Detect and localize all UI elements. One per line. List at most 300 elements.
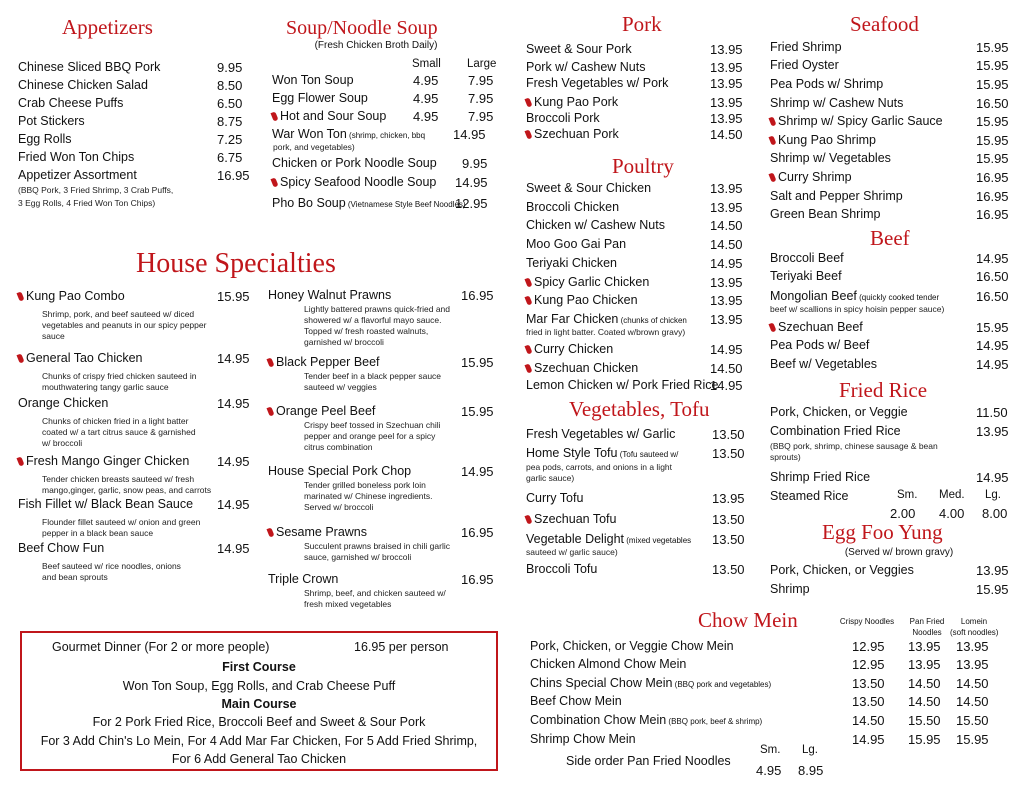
menu-item-description: pepper in a black bean sauce [42,528,154,538]
menu-item-label: Pork, Chicken, or Veggie [770,405,908,419]
menu-item-label: Chinese Chicken Salad [18,78,148,92]
menu-item-price: 14.50 [710,237,743,252]
menu-item-price: 14.95 [710,378,743,393]
menu-item-name [18,289,125,304]
chili-pepper-icon [266,527,274,537]
menu-item-label: Szechuan Beef [778,320,863,334]
menu-item-price-lomein: 13.95 [956,639,989,654]
menu-item-description: beef w/ scallions in spicy hoisin pepper sauce) [770,304,945,314]
egg-foo-yung-subtitle: (Served w/ brown gravy) [844,547,954,558]
menu-item-label: Fried Shrimp [770,40,842,54]
menu-item-price-small: 4.95 [413,73,439,88]
menu-item-price: 13.95 [712,491,745,506]
menu-item-note: (Vietnamese Style Beef Noodles) [345,200,466,209]
menu-item-label: Spicy Seafood Noodle Soup [280,175,437,189]
menu-item-name [268,288,391,303]
menu-item-label: Fresh Mango Ginger Chicken [26,454,190,468]
menu-item-price: 12.95 [455,196,488,211]
menu-item-name [526,427,675,442]
menu-item-label: Broccoli Chicken [526,200,620,214]
menu-item-price: 13.95 [976,424,1009,439]
menu-item-label: Szechuan Pork [534,127,619,141]
menu-item-price: 14.95 [976,470,1009,485]
gourmet-main-line-3: For 6 Add General Tao Chicken [171,752,347,766]
menu-item-price: 13.95 [710,181,743,196]
menu-item-name [770,357,877,372]
menu-item-name [770,58,839,73]
menu-item-label: Shrimp Chow Mein [530,732,636,746]
menu-item-price-panfried: 14.50 [908,694,941,709]
menu-item-price: 14.50 [710,218,743,233]
menu-item-label: Vegetable Delight [526,532,624,546]
menu-item-note: (Tofu sauteed w/ [617,450,679,459]
menu-item-label: Chinese Sliced BBQ Pork [18,60,161,74]
menu-item-price: 15.95 [976,77,1009,92]
menu-item-description: Flounder fillet sauteed w/ onion and green [42,517,201,527]
menu-item-name [268,404,375,419]
menu-item-price: 14.95 [455,175,488,190]
chili-pepper-icon [524,97,532,107]
menu-item-price: 13.95 [976,563,1009,578]
menu-item-name [526,293,638,308]
menu-item-price: 16.95 [976,189,1009,204]
menu-item-description: Served w/ broccoli [304,502,374,512]
menu-item-label: Pork, Chicken, or Veggies [770,563,914,577]
menu-item-price: 13.50 [712,562,745,577]
fried-rice-title: Fried Rice [839,378,928,402]
menu-item-description: sauce, garnished w/ broccoli [304,552,412,562]
menu-item-description: Shrimp, pork, and beef sauteed w/ diced [42,309,195,319]
menu-item-label: Shrimp w/ Cashew Nuts [770,96,904,110]
menu-item-label: Shrimp Fried Rice [770,470,871,484]
menu-item-price: 15.95 [217,289,250,304]
chili-pepper-icon [16,456,24,466]
chili-pepper-icon [266,406,274,416]
menu-item-label: Honey Walnut Prawns [268,288,392,302]
menu-item-name [526,491,583,506]
menu-item-price: 13.50 [712,446,745,461]
menu-item-price: 14.95 [217,497,250,512]
menu-item-description: Crispy beef tossed in Szechuan chili [304,420,441,430]
house-title: House Specialties [136,248,336,279]
menu-item-label: Shrimp w/ Spicy Garlic Sauce [778,114,943,128]
menu-item-name [526,111,600,126]
menu-item-name [18,351,143,366]
menu-item-name [770,207,880,222]
menu-item-price: 15.95 [976,58,1009,73]
menu-item-price: 13.95 [710,60,743,75]
chili-pepper-icon [524,514,532,524]
menu-item-price-panfried: 15.95 [908,732,941,747]
menu-item-label: Chins Special Chow Mein [530,676,673,690]
menu-item-description: w/ broccoli [42,438,83,448]
menu-item-label: Sweet & Sour Chicken [526,181,652,195]
chili-pepper-icon [270,111,278,121]
menu-item-name [272,127,425,143]
menu-item-name [530,694,622,709]
steamed-lg-label: Lg. [985,489,1001,501]
menu-item-price: 13.95 [710,275,743,290]
menu-item-name [526,76,668,91]
chili-pepper-icon [270,177,278,187]
menu-item-label: Broccoli Pork [526,111,600,125]
menu-item-price: 16.50 [976,96,1009,111]
menu-item-label: Chicken Almond Chow Mein [530,657,687,671]
menu-item-description: citrus combination [304,442,373,452]
menu-item-name [530,676,771,692]
menu-item-name [18,454,189,469]
menu-item-name [526,378,718,393]
menu-item-description: vegetables and peanuts in our spicy pepper [42,320,207,330]
chili-pepper-icon [768,322,776,332]
menu-item-name [272,196,466,212]
menu-item-label: Kung Pao Combo [26,289,125,303]
menu-item-price: 13.95 [710,312,743,327]
menu-item-price: 6.75 [217,150,243,165]
menu-item-price: 16.95 [461,525,494,540]
menu-item-name [18,541,104,556]
menu-item-price-crispy: 14.50 [852,713,885,728]
chili-pepper-icon [266,357,274,367]
menu-item-name [770,320,863,335]
chow-mein-title: Chow Mein [698,608,798,632]
menu-item-price: 8.75 [217,114,243,129]
menu-item-label: Sweet & Sour Pork [526,42,632,56]
menu-item-description: Lightly battered prawns quick-fried and [304,304,450,314]
menu-item-name [770,96,903,111]
menu-item-label: Beef Chow Mein [530,694,622,708]
menu-item-label: Home Style Tofu [526,446,618,460]
menu-item-description: (BBQ Pork, 3 Fried Shrimp, 3 Crab Puffs, [18,185,174,195]
menu-item-label: Fried Won Ton Chips [18,150,135,164]
menu-item-label: Egg Flower Soup [272,91,368,105]
menu-item-name [272,156,437,171]
side-order-name: Side order Pan Fried Noodles [566,754,731,768]
seafood-title: Seafood [850,12,919,36]
menu-item-label: Egg Rolls [18,132,72,146]
menu-item-label: War Won Ton [272,127,347,141]
menu-item-price: 16.95 [976,207,1009,222]
menu-item-price: 15.95 [976,151,1009,166]
menu-item-description: fresh mixed vegetables [304,599,392,609]
steamed-med-label: Med. [939,489,965,501]
menu-item-description: showered w/ a flavorful mayo sauce. [304,315,442,325]
menu-item-label: Green Bean Shrimp [770,207,881,221]
menu-item-description: mouthwatering tangy garlic sauce [42,382,169,392]
menu-item-label: Kung Pao Chicken [534,293,638,307]
chili-pepper-icon [16,353,24,363]
menu-item-name [18,150,134,165]
side-sm-price: 4.95 [756,763,782,778]
soup-col-small: Small [412,58,441,70]
egg-foo-yung-title: Egg Foo Yung [822,520,943,544]
menu-item-price-panfried: 14.50 [908,676,941,691]
menu-item-label: Shrimp [770,582,810,596]
menu-item-name [526,361,638,376]
chow-mein-col-panfried: Pan Fried [909,617,945,626]
menu-item-price: 13.95 [710,42,743,57]
steamed-rice-name: Steamed Rice [770,489,849,503]
menu-item-name [770,582,810,597]
menu-item-price: 14.95 [976,357,1009,372]
menu-item-note: (shrimp, chicken, bbq [346,131,426,140]
menu-item-name [268,572,338,587]
gourmet-first-items: Won Ton Soup, Egg Rolls, and Crab Cheese Puff [122,679,396,693]
menu-item-name [272,109,386,124]
menu-item-label: Chicken or Pork Noodle Soup [272,156,437,170]
menu-item-name [18,396,108,411]
chow-mein-col-lomein: Lomein [960,617,988,626]
menu-item-name [770,40,842,55]
menu-item-price: 16.95 [461,572,494,587]
menu-item-name [770,189,903,204]
menu-item-price-panfried: 15.50 [908,713,941,728]
menu-item-description: Topped w/ fresh roasted walnuts, [304,326,429,336]
menu-item-label: Pork, Chicken, or Veggie Chow Mein [530,639,734,653]
menu-item-price: 14.95 [217,454,250,469]
menu-item-name [526,60,645,75]
menu-item-price: 9.95 [217,60,243,75]
menu-item-label: Curry Tofu [526,491,584,505]
menu-item-price-large: 7.95 [468,91,494,106]
menu-item-price: 16.50 [976,269,1009,284]
menu-item-description: garnished w/ broccoli [304,337,384,347]
menu-item-price: 13.50 [712,532,745,547]
menu-item-price-lomein: 14.50 [956,694,989,709]
menu-item-price: 14.95 [976,338,1009,353]
menu-item-name [770,114,943,129]
menu-item-price: 7.25 [217,132,243,147]
steamed-lg-price: 8.00 [982,506,1008,521]
menu-item-price: 15.95 [976,320,1009,335]
menu-item-label: Black Pepper Beef [276,355,380,369]
menu-item-label: Appetizer Assortment [18,168,137,182]
menu-item-description: Chunks of crispy fried chicken sauteed in [42,371,197,381]
gourmet-price: 16.95 per person [354,640,449,654]
menu-item-description: Tender chicken breasts sauteed w/ fresh [42,474,195,484]
menu-item-label: Curry Shrimp [778,170,852,184]
menu-item-label: Broccoli Beef [770,251,844,265]
side-lg-label: Lg. [802,744,818,756]
chili-pepper-icon [768,116,776,126]
menu-item-price: 13.95 [710,76,743,91]
menu-item-note: (mixed vegetables [624,536,692,545]
menu-item-price: 13.95 [710,111,743,126]
menu-item-label: Mar Far Chicken [526,312,619,326]
menu-item-description: garlic sauce) [526,473,575,483]
menu-item-name [268,355,380,370]
menu-item-price: 13.95 [710,95,743,110]
menu-item-name [530,732,636,747]
chili-pepper-icon [524,295,532,305]
menu-item-name [18,96,123,111]
gourmet-main-line-2: For 3 Add Chin's Lo Mein, For 4 Add Mar Far Chicken, For 5 Add Fried Shrimp, [40,734,478,748]
menu-item-name [526,562,597,577]
side-lg-price: 8.95 [798,763,824,778]
menu-item-description: Tender grilled boneless pork loin [304,480,426,490]
menu-item-price: 14.95 [710,256,743,271]
menu-item-label: Kung Pao Pork [534,95,619,109]
menu-item-description: Beef sauteed w/ rice noodles, onions [42,561,181,571]
menu-item-name [530,657,686,672]
menu-item-label: Beef Chow Fun [18,541,105,555]
menu-item-description: sprouts) [770,452,801,462]
chili-pepper-icon [768,135,776,145]
menu-item-label: Combination Chow Mein [530,713,667,727]
menu-item-label: Pork w/ Cashew Nuts [526,60,646,74]
menu-item-name [18,114,85,129]
pork-title: Pork [622,12,662,36]
menu-item-name [770,424,901,439]
menu-item-name [526,42,632,57]
menu-item-label: Beef w/ Vegetables [770,357,878,371]
menu-item-name [18,132,72,147]
chili-pepper-icon [768,172,776,182]
menu-item-label: Fresh Vegetables w/ Garlic [526,427,676,441]
menu-item-price: 15.95 [976,133,1009,148]
menu-item-price: 16.50 [976,289,1009,304]
menu-item-name [526,512,616,527]
menu-item-note: (chunks of chicken [618,316,687,325]
menu-item-label: Teriyaki Beef [770,269,842,283]
menu-item-description: pork, and vegetables) [273,142,355,152]
menu-item-name [526,200,619,215]
menu-item-price-lomein: 15.95 [956,732,989,747]
menu-item-price-crispy: 12.95 [852,639,885,654]
steamed-sm-price: 2.00 [890,506,916,521]
menu-item-price: 14.95 [710,342,743,357]
vegetables-title: Vegetables, Tofu [569,397,710,421]
menu-item-name [272,175,436,190]
menu-item-price: 13.95 [710,293,743,308]
poultry-title: Poultry [612,154,674,178]
menu-item-name [526,532,691,548]
menu-item-price-crispy: 13.50 [852,676,885,691]
menu-item-label: Triple Crown [268,572,339,586]
menu-item-price-lomein: 13.95 [956,657,989,672]
menu-item-label: Fresh Vegetables w/ Pork [526,76,669,90]
menu-item-label: Fish Fillet w/ Black Bean Sauce [18,497,194,511]
menu-item-label: Szechuan Tofu [534,512,617,526]
menu-item-price: 15.95 [976,40,1009,55]
menu-item-label: Moo Goo Gai Pan [526,237,627,251]
menu-item-price: 6.50 [217,96,243,111]
menu-item-label: Orange Chicken [18,396,109,410]
chili-pepper-icon [16,291,24,301]
menu-item-name [268,464,411,479]
menu-item-note: (BBQ pork, beef & shrimp) [666,717,763,726]
menu-item-price: 14.95 [217,351,250,366]
menu-item-description: sauteed w/ veggies [304,382,377,392]
menu-item-name [770,151,891,166]
menu-item-label: Hot and Sour Soup [280,109,387,123]
soup-title: Soup/Noodle Soup [286,17,438,39]
steamed-med-price: 4.00 [939,506,965,521]
soup-subtitle: (Fresh Chicken Broth Daily) [314,40,438,51]
soup-col-large: Large [467,58,497,70]
side-sm-label: Sm. [760,744,781,756]
chili-pepper-icon [524,344,532,354]
menu-item-description: Tender beef in a black pepper sauce [304,371,442,381]
menu-item-price: 15.95 [461,355,494,370]
menu-item-note: (quickly cooked tender [856,293,940,302]
menu-item-label: Orange Peel Beef [276,404,376,418]
menu-item-price-lomein: 14.50 [956,676,989,691]
menu-item-description: Shrimp, beef, and chicken sauteed w/ [304,588,446,598]
chili-pepper-icon [524,363,532,373]
menu-item-price: 13.50 [712,427,745,442]
chili-pepper-icon [524,277,532,287]
menu-item-label: Pea Pods w/ Shrimp [770,77,884,91]
menu-item-label: Broccoli Tofu [526,562,598,576]
menu-item-price-crispy: 14.95 [852,732,885,747]
menu-item-price-small: 4.95 [413,109,439,124]
menu-item-description: mango,ginger, garlic, snow peas, and carrots [42,485,212,495]
menu-item-description: sauce [42,331,65,341]
menu-item-name [18,78,148,93]
menu-item-name [526,95,618,110]
beef-title: Beef [870,226,910,250]
chow-mein-col-lomein-2: (soft noodles) [950,628,999,637]
menu-item-label: Sesame Prawns [276,525,368,539]
menu-item-label: Shrimp w/ Vegetables [770,151,891,165]
menu-item-price: 11.50 [976,405,1008,420]
menu-item-price: 14.95 [453,127,486,142]
menu-item-name [18,497,193,512]
menu-item-price-small: 4.95 [413,91,439,106]
menu-item-label: Combination Fried Rice [770,424,901,438]
menu-item-price: 14.95 [976,251,1009,266]
menu-item-name [526,256,617,271]
menu-item-price: 15.95 [976,582,1009,597]
menu-item-price: 14.95 [217,396,250,411]
menu-item-name [770,133,876,148]
menu-item-name [526,127,619,142]
menu-item-price: 15.95 [461,404,494,419]
menu-item-price: 16.95 [461,288,494,303]
menu-item-name [526,342,613,357]
menu-item-price: 9.95 [462,156,488,171]
gourmet-main-course: Main Course [221,697,297,711]
menu-item-name [770,289,939,305]
menu-item-label: Crab Cheese Puffs [18,96,124,110]
menu-item-price: 16.95 [217,168,250,183]
menu-item-name [18,60,160,75]
menu-item-description: coated w/ a tart citrus sauce & garnished [42,427,196,437]
menu-item-name [526,312,687,328]
appetizers-title: Appetizers [62,15,153,39]
menu-item-name [18,168,137,183]
menu-item-description: sauteed w/ garlic sauce) [526,547,618,557]
menu-item-name [530,639,734,654]
menu-item-price-large: 7.95 [468,109,494,124]
gourmet-main-line-1: For 2 Pork Fried Rice, Broccoli Beef and Sweet & Sour Pork [92,715,426,729]
menu-item-label: Chicken w/ Cashew Nuts [526,218,665,232]
menu-item-name [770,563,914,578]
menu-item-name [770,269,842,284]
menu-item-price-panfried: 13.95 [908,639,941,654]
menu-item-label: Szechuan Chicken [534,361,639,375]
menu-item-description: marinated w/ Chinese ingredients. [304,491,433,501]
menu-item-price-crispy: 13.50 [852,694,885,709]
menu-item-label: Pho Bo Soup [272,196,346,210]
menu-item-label: Mongolian Beef [770,289,857,303]
menu-item-name [770,405,908,420]
menu-item-label: Lemon Chicken w/ Pork Fried Rice [526,378,719,392]
menu-item-description: fried in light batter. Coated w/brown gravy) [526,327,686,337]
menu-item-name [526,275,649,290]
chili-pepper-icon [524,129,532,139]
